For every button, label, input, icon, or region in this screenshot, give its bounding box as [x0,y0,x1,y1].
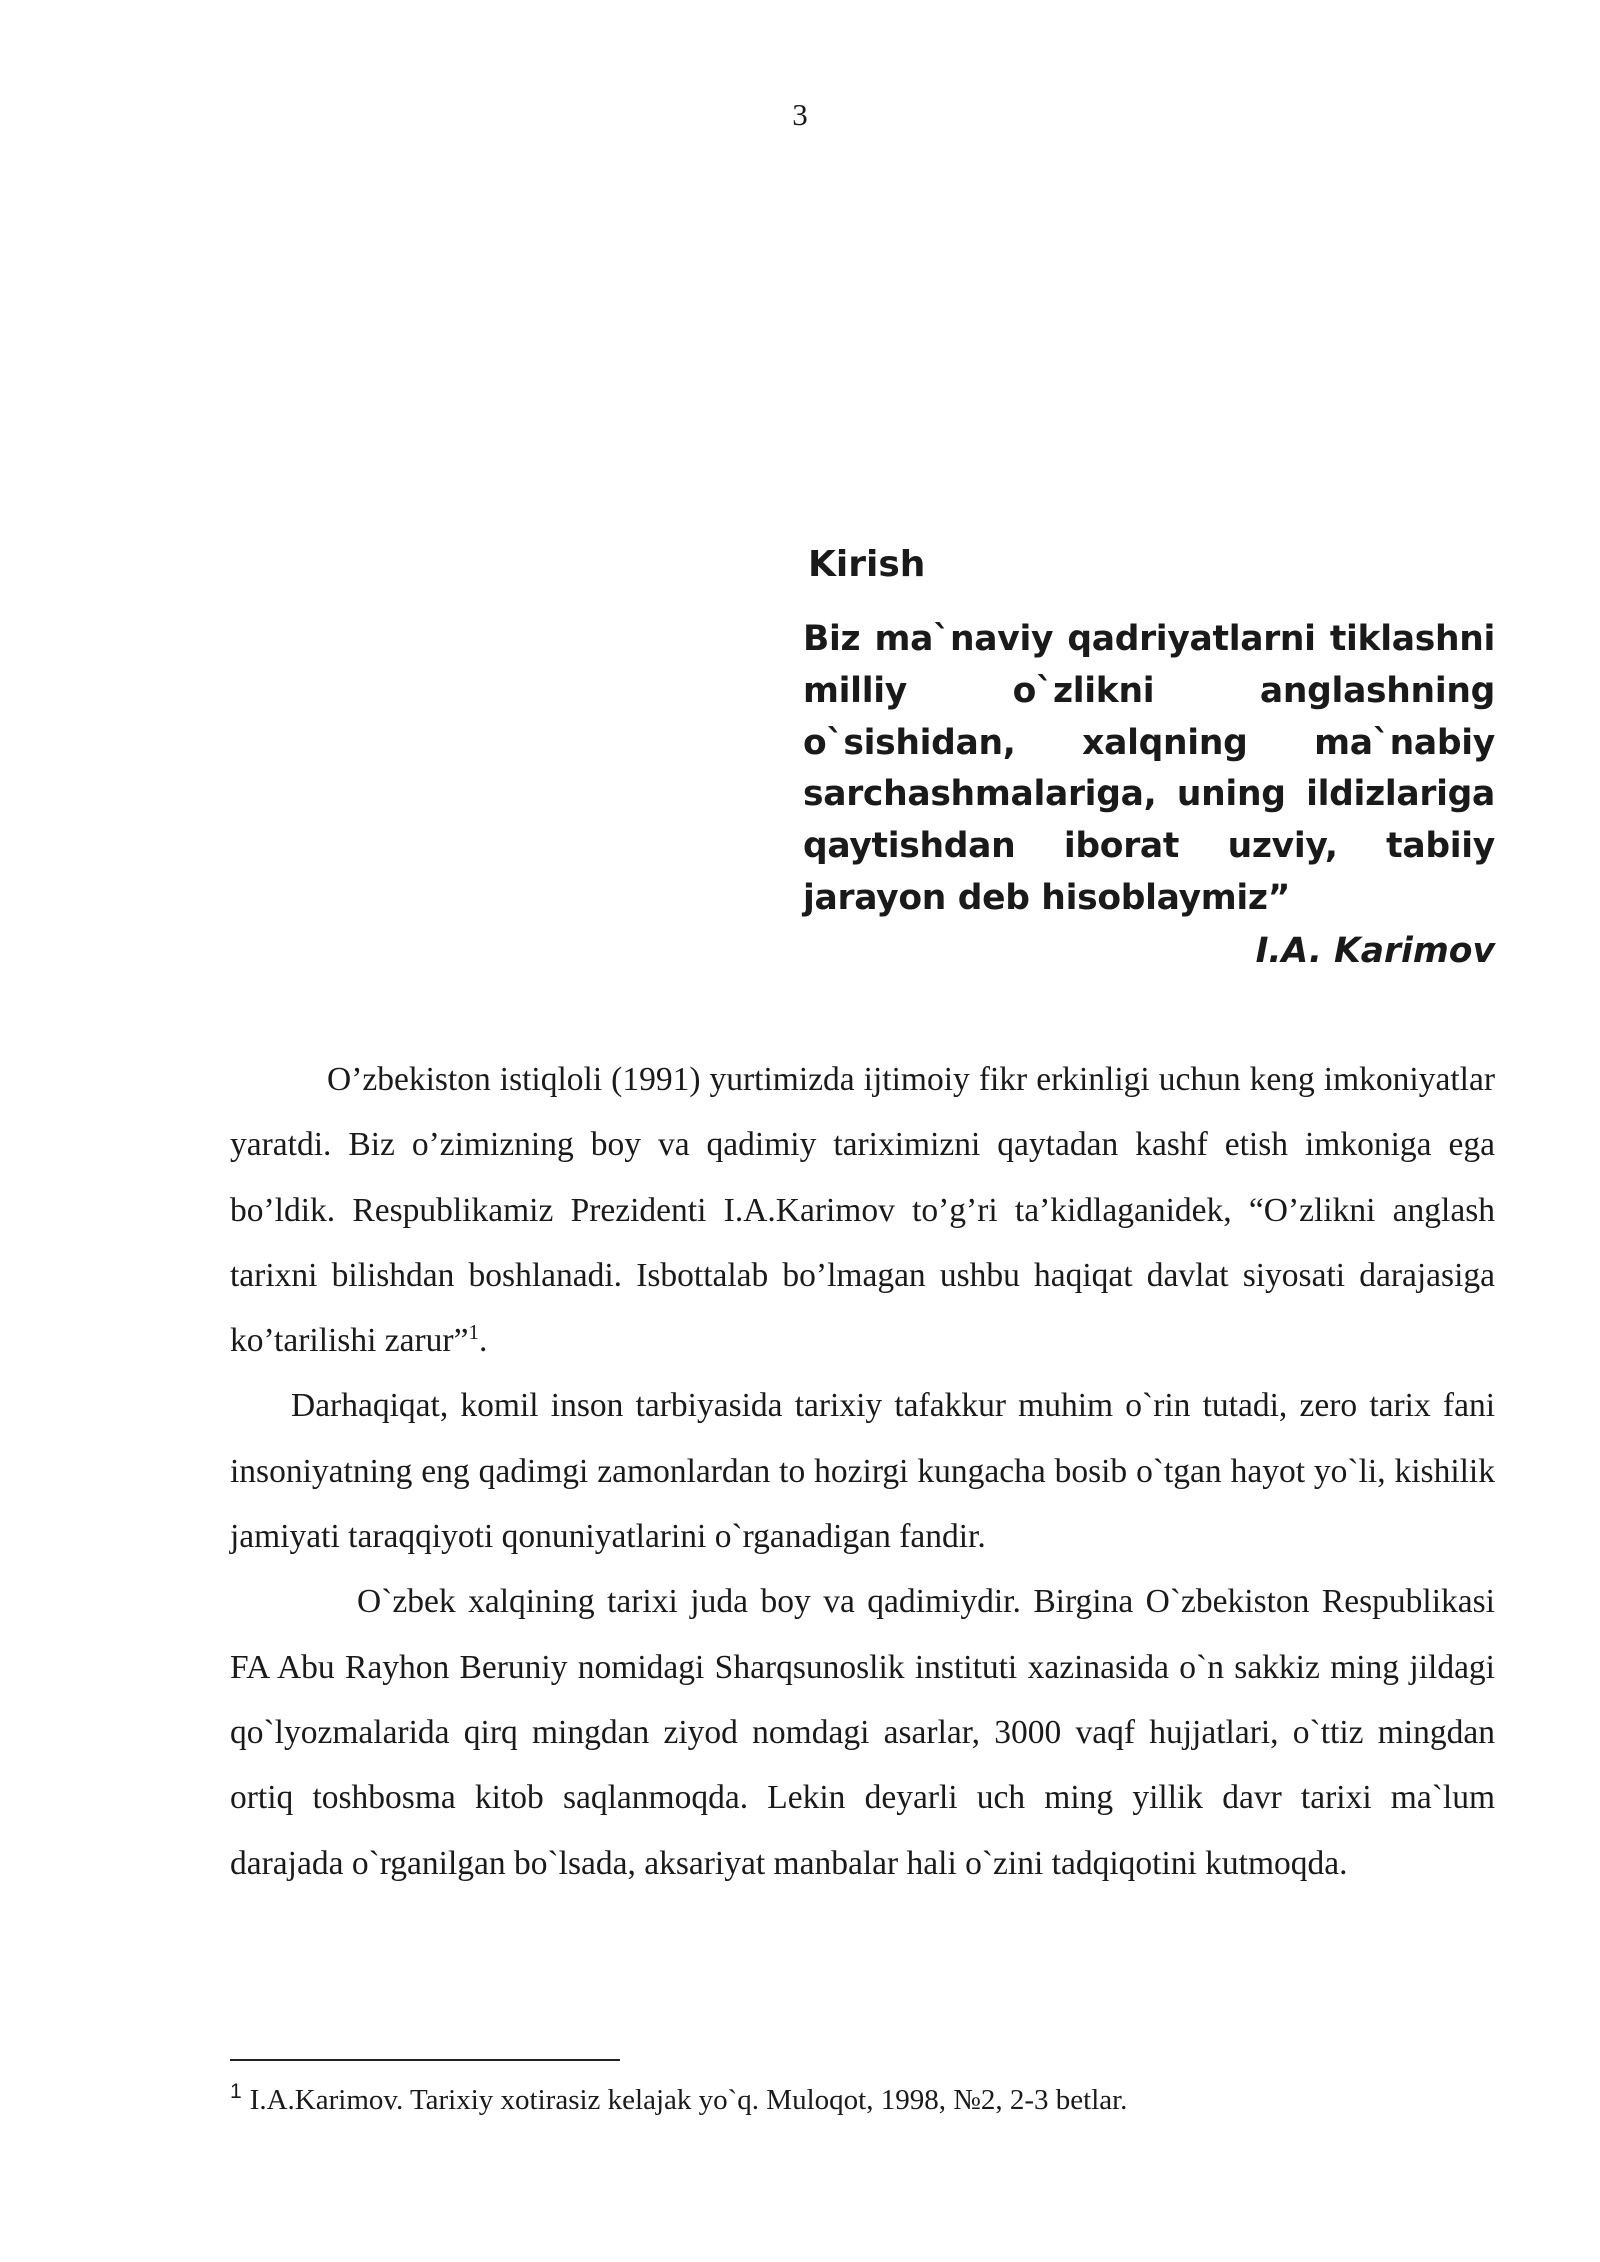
body-paragraph-3: O`zbek xalqining tarixi juda boy va qadimiydir. Birgina O`zbekiston Respublikasi FA Abu Rayhon Beruniy nomidagi Sharqsunoslik instituti xazinasida o`n sakkiz ming jildagi qo`lyozmalarida qirq mingdan ziyod nomdagi asarlar, 3000 vaqf hujjatlari, o`ttiz mingdan ortiq toshbosma kitob saqlanmoqda. Lekin deyarli uch ming yillik davr tarixi ma`lum darajada o`rganilgan bo`lsada, aksariyat manbalar hali o`zini tadqiqotini kutmoqda. [230,1583,1495,1882]
footnote-reference[interactable]: 1 [468,1320,479,1345]
footnote-divider [230,2059,620,2061]
body-paragraph-2: Darhaqiqat, komil inson tarbiyasida tarixiy tafakkur muhim o`rin tutadi, zero tarix fani insoniyatning eng qadimgi zamonlardan to hozirgi kungacha bosib o`tgan hayot yo`li, kishilik jamiyati taraqqiyoti qonuniyatlarini o`rganadigan fandir. [230,1387,1495,1556]
section-heading: Kirish [808,544,926,585]
footnote [230,2080,1495,2120]
page-number: 3 [792,97,808,132]
body-text [230,1047,1495,1896]
paragraph-1-text: O’zbekiston istiqloli (1991) yurtimizda ijtimoiy fikr erkinligi uchun keng imkoniyatlar yaratdi. Biz o’zimizning boy va qadimiy tariximizni qaytadan kashf etish imkoniga ega bo’ldik. Respublikamiz Prezidenti I.A.Karimov to’g’ri ta’kidlaganidek, “O’zlikni anglash tarixni bilishdan boshlanadi. Isbottalab bo’lmagan ushbu haqiqat davlat siyosati darajasiga ko’tarilishi zarur” [230,1061,1495,1360]
footnote-text: I.A.Karimov. Tarixiy xotirasiz kelajak yo`q. Muloqot, 1998, №2, 2-3 betlar. [249,2084,1128,2116]
epigraph-quote: Biz ma`naviy qadriyatlarni tiklashni milliy o`zlikni anglashning o`sishidan, xalqning ma`nabiy sarchashmalariga, uning ildizlariga qaytishdan iborat uzviy, tabiiy jarayon deb hisoblaymiz” [803,619,1495,918]
footnote-number: 1 [230,2080,242,2104]
epigraph-author: I.A. Karimov [1255,931,1495,971]
paragraph-1-end: . [478,1322,488,1360]
body-paragraph-1 [230,1047,1495,1373]
